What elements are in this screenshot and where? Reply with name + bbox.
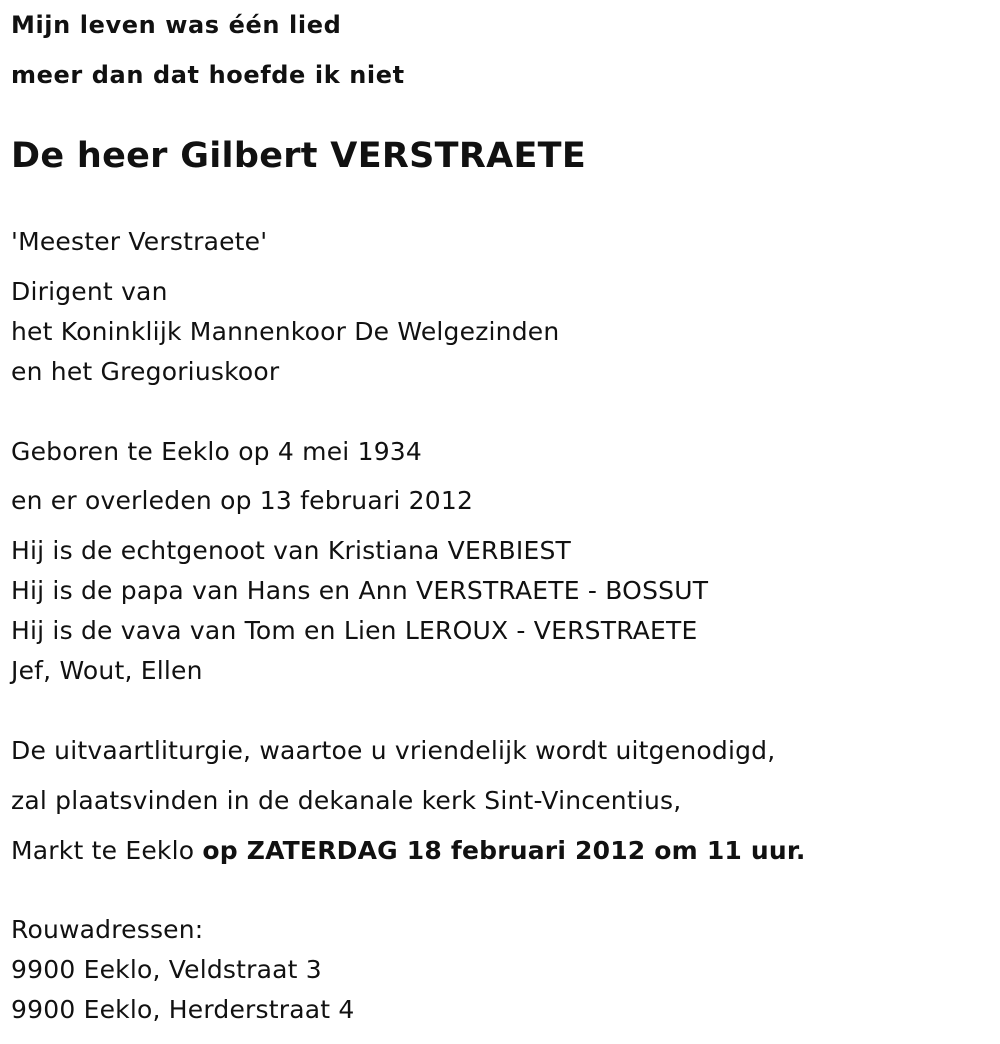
children-line: Hij is de papa van Hans en Ann VERSTRAETE - BOSSUT bbox=[11, 576, 709, 605]
birth-date: Geboren te Eeklo op 4 mei 1934 bbox=[11, 437, 423, 466]
grandchildren-line: Hij is de vava van Tom en Lien LEROUX - VERSTRAETE bbox=[11, 616, 698, 645]
role-line-3: en het Gregoriuskoor bbox=[11, 357, 280, 386]
great-grandchildren-line: Jef, Wout, Ellen bbox=[11, 656, 203, 685]
role-line-1: Dirigent van bbox=[11, 277, 168, 306]
funeral-line-1: De uitvaartliturgie, waartoe u vriendelijk wordt uitgenodigd, bbox=[11, 736, 776, 765]
funeral-line-3 bbox=[11, 836, 806, 866]
motto-line-2: meer dan dat hoefde ik niet bbox=[11, 61, 405, 89]
address-1: 9900 Eeklo, Veldstraat 3 bbox=[11, 955, 322, 984]
role-line-2: het Koninklijk Mannenkoor De Welgezinden bbox=[11, 317, 560, 346]
deceased-name: De heer Gilbert VERSTRAETE bbox=[11, 136, 587, 176]
address-2: 9900 Eeklo, Herderstraat 4 bbox=[11, 995, 355, 1024]
funeral-line-2: zal plaatsvinden in de dekanale kerk Sint-Vincentius, bbox=[11, 786, 682, 815]
addresses-label: Rouwadressen: bbox=[11, 915, 204, 944]
death-date: en er overleden op 13 februari 2012 bbox=[11, 486, 474, 515]
funeral-location: Markt te Eeklo bbox=[11, 836, 203, 865]
deceased-nickname: 'Meester Verstraete' bbox=[11, 227, 268, 256]
funeral-date-time: op ZATERDAG 18 februari 2012 om 11 uur. bbox=[202, 836, 806, 865]
spouse-line: Hij is de echtgenoot van Kristiana VERBIEST bbox=[11, 536, 572, 565]
motto-line-1: Mijn leven was één lied bbox=[11, 11, 342, 39]
